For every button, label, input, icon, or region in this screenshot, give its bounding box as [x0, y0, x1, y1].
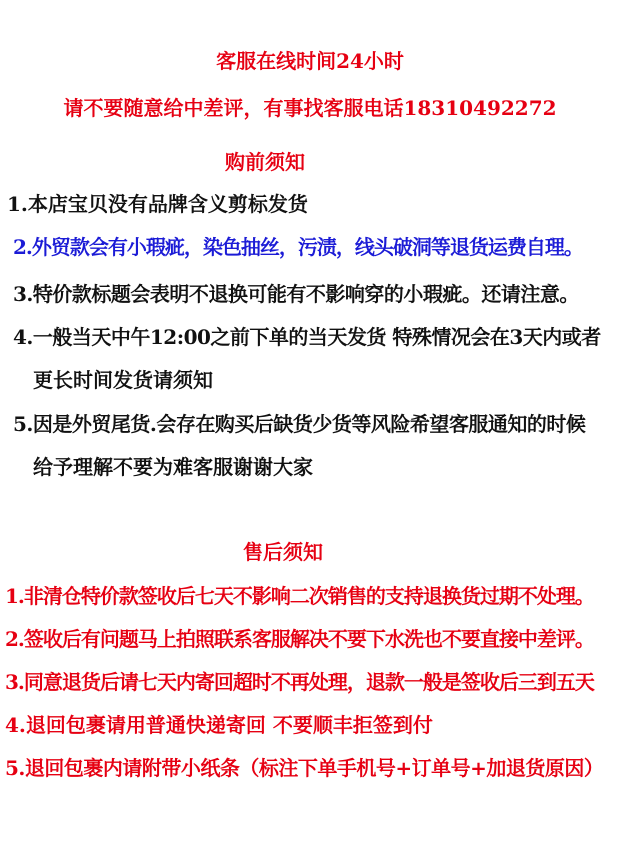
pre-purchase-title: 购前须知 [225, 150, 305, 174]
service-hours-heading: 客服在线时间24小时 [216, 49, 404, 73]
pre-purchase-item-2: 2.外贸款会有小瑕疵，染色抽丝，污渍，线头破洞等退货运费自理。 [13, 235, 583, 259]
pre-purchase-item-1: 1.本店宝贝没有品牌含义剪标发货 [7, 192, 308, 216]
pre-purchase-item-5: 5.因是外贸尾货.会存在购买后缺货少货等风险希望客服通知的时候 [13, 412, 586, 436]
pre-purchase-item-5-continued: 给予理解不要为难客服谢谢大家 [33, 455, 313, 479]
after-sale-item-4: 4.退回包裹请用普通快递寄回 不要顺丰拒签到付 [5, 713, 433, 737]
after-sale-title: 售后须知 [243, 540, 323, 564]
after-sale-item-5: 5.退回包裹内请附带小纸条（标注下单手机号+订单号+加退货原因） [5, 756, 604, 780]
after-sale-item-3: 3.同意退货后请七天内寄回超时不再处理，退款一般是签收后三到五天 [5, 670, 594, 694]
no-bad-review-notice: 请不要随意给中差评，有事找客服电话18310492272 [63, 96, 557, 120]
pre-purchase-item-4: 4.一般当天中午12:00之前下单的当天发货 特殊情况会在3天内或者 [13, 325, 601, 349]
pre-purchase-item-4-continued: 更长时间发货请须知 [33, 368, 213, 392]
after-sale-item-2: 2.签收后有问题马上拍照联系客服解决不要下水洗也不要直接中差评。 [5, 627, 594, 651]
after-sale-item-1: 1.非清仓特价款签收后七天不影响二次销售的支持退换货过期不处理。 [5, 584, 594, 608]
pre-purchase-item-3: 3.特价款标题会表明不退换可能有不影响穿的小瑕疵。还请注意。 [13, 282, 579, 306]
